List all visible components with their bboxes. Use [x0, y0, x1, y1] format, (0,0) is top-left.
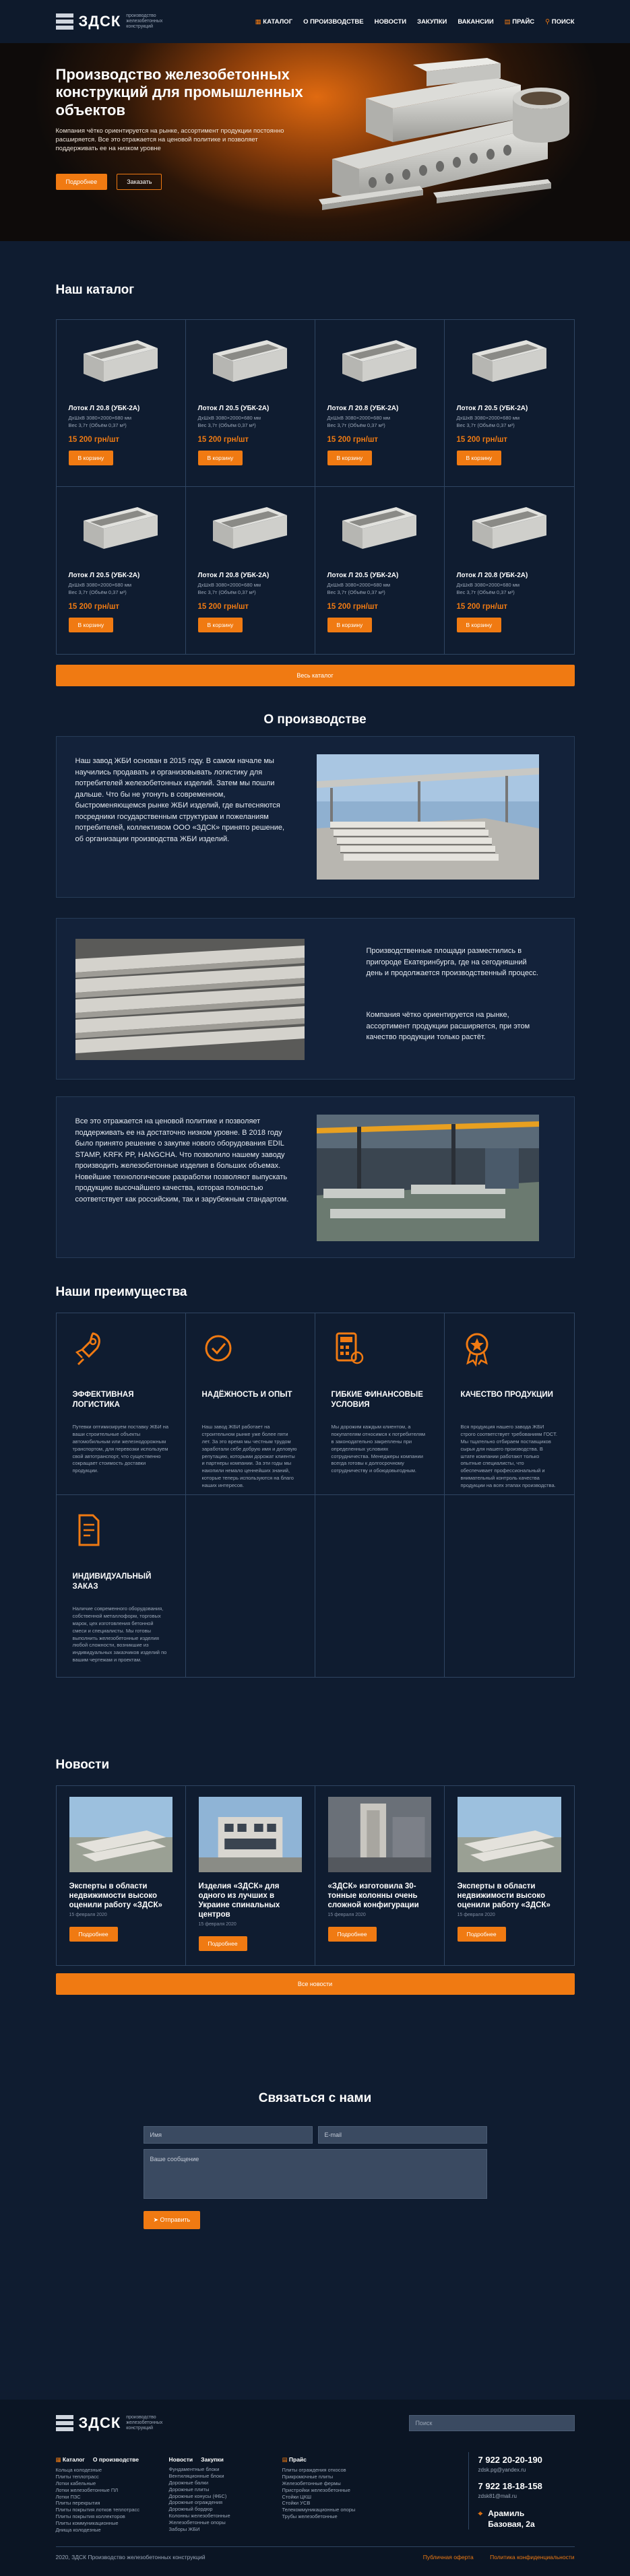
product-price: 15 200 грн/шт: [68, 603, 120, 611]
advantage-title: ЭФФЕКТИВНАЯ ЛОГИСТИКА: [72, 1391, 134, 1409]
catalog-item[interactable]: [445, 487, 574, 654]
catalog-item[interactable]: [186, 320, 315, 487]
advantage-title: ИНДИВИДУАЛЬНЫЙ ЗАКАЗ: [72, 1573, 152, 1591]
logo[interactable]: [56, 13, 181, 30]
logo-subtitle: производство железобетонных конструкций: [126, 13, 163, 30]
advantage-text: Наличие современного оборудования, собственной металлоформ, торговых марок, цех изготовления бетонной смеси и специалисты. Мы готовы выполнить железобетонные изделия любой сложности, возникшие из индивидуальных заказчиков изделий по вашим чертежам и проектам.: [72, 1606, 167, 1663]
advantage-empty-cell: [186, 1495, 315, 1677]
footer-link[interactable]: Лотки кабельные: [55, 2480, 96, 2486]
footer-col-head-label: Новости: [168, 2456, 193, 2463]
contact-section: [0, 2091, 630, 2400]
footer-link[interactable]: Трубы железобетонные: [282, 2513, 338, 2520]
news-image: [69, 1797, 172, 1872]
product-weight: Вес 3,7т (Объём 0,37 м³): [197, 589, 256, 596]
footer-search-input[interactable]: Поиск: [409, 2415, 575, 2431]
news-section: [0, 1758, 630, 2091]
hero-order-button[interactable]: Заказать: [117, 174, 162, 190]
news-title: «ЗДСК» изготовила 30-тонные колонны очень сложной конфигурации: [327, 1882, 419, 1910]
footer-col-head-label: Прайс: [288, 2456, 307, 2463]
footer-contacts: [468, 2452, 576, 2530]
footer-columns: [56, 2456, 375, 2534]
tray-image: [466, 333, 553, 387]
product-price: 15 200 грн/шт: [456, 436, 508, 444]
phone-1[interactable]: 7 922 20-20-190: [478, 2455, 542, 2465]
advantage-text: Мы дорожим каждым клиентом, а покупателям относимся к потребителям в законодательно закреплены при определенных условиях сотрудничества. Менеджеры компании всегда готовы к долгосрочному сотрудничеству и обоюдовыгодным.: [331, 1424, 426, 1474]
footer-link[interactable]: Стойки УСВ: [282, 2500, 311, 2507]
hero-text: Компания чётко ориентируется на рынке, ассортимент продукции постоянно расширяется. Все это отражается на ценовой политике и позволяет поддерживать ее на низком уровне: [55, 127, 284, 152]
footer-link[interactable]: Плиты покрытия коллекторов: [55, 2513, 125, 2520]
about-photo-slabs: [317, 754, 539, 880]
advantage-text: Путевки оптимизируем поставку ЖБИ на ваши строительные объекты автомобильным или железнодорожным транспортом, для перевозки используем свой автотранспорт, что существенно сокращает стоимость доставки продукции.: [72, 1424, 169, 1474]
advantage-title: КАЧЕСТВО ПРОДУКЦИИ: [460, 1391, 553, 1399]
footer-link[interactable]: Плиты ограждения откосов: [282, 2467, 346, 2473]
footer-logo-subtitle: производство железобетонных конструкций: [126, 2414, 163, 2431]
product-dimensions: ДхШхВ 3080×2000×680 мм: [197, 581, 261, 588]
rocket-icon: [73, 1329, 169, 1377]
news-date: 15 февраля 2020: [69, 1913, 107, 1918]
contact-form: [144, 2126, 487, 2229]
nav-search[interactable]: [545, 18, 574, 26]
advantage-card: [315, 1313, 445, 1495]
logo-name: ЗДСК: [78, 13, 121, 30]
email-input[interactable]: E-mail: [318, 2126, 487, 2144]
nav-catalog[interactable]: [255, 18, 292, 26]
advantages-grid: [56, 1313, 575, 1678]
product-dimensions: ДхШхВ 3080×2000×680 мм: [327, 414, 391, 421]
product-weight: Вес 3,7т (Объём 0,37 м³): [327, 422, 385, 429]
footer-link[interactable]: Лотки железобетонные ПЛ: [55, 2486, 119, 2493]
product-price: 15 200 грн/шт: [327, 603, 379, 611]
address-street: Базовая, 2а: [488, 2519, 535, 2529]
nav-price[interactable]: [505, 18, 535, 26]
product-weight: Вес 3,7т (Объём 0,37 м³): [327, 589, 385, 596]
name-input[interactable]: Имя: [144, 2126, 313, 2144]
news-date: 15 февраля 2020: [327, 1913, 366, 1918]
news-more-button[interactable]: Подробнее: [328, 1927, 377, 1942]
footer-link[interactable]: Колонны железобетонные: [168, 2513, 230, 2519]
footer-link[interactable]: Стойки ЦКШ: [282, 2493, 311, 2500]
about-block-3: [56, 1096, 575, 1258]
footer-col-head-label: Каталог: [62, 2456, 85, 2463]
footer-col-head[interactable]: [93, 2456, 139, 2464]
news-image: [328, 1797, 431, 1872]
logo-icon: [56, 2415, 73, 2431]
product-name: Лоток Л 20.5 (УБК-2А): [327, 572, 399, 579]
about-photo-beams: [75, 939, 305, 1060]
advantages-title: Наши преимущества: [55, 1285, 187, 1299]
copyright: 2020, ЗДСК Производство железобетонных конструкций: [55, 2554, 206, 2561]
product-price: 15 200 грн/шт: [68, 436, 120, 444]
email-2[interactable]: zdsk81@mail.ru: [478, 2493, 517, 2499]
footer-link[interactable]: Лотки ПЗС: [55, 2493, 81, 2500]
footer-link[interactable]: Кольца колодезные: [55, 2467, 102, 2473]
document-icon: ▤: [504, 18, 513, 26]
nav-catalog-label: КАТАЛОГ: [263, 18, 293, 26]
news-card[interactable]: [315, 1786, 445, 1965]
catalog-item[interactable]: [57, 487, 186, 654]
catalog-item[interactable]: [186, 487, 315, 654]
nav-price-label: ПРАЙС: [512, 18, 535, 26]
product-weight: Вес 3,7т (Объём 0,37 м³): [68, 589, 127, 596]
catalog-title: Наш каталог: [55, 283, 135, 297]
add-to-cart-button[interactable]: В корзину: [457, 618, 502, 632]
news-title: Эксперты в области недвижимости высоко оценили работу «ЗДСК»: [457, 1882, 550, 1910]
footer-link[interactable]: Телекоммуникационные опоры: [282, 2507, 356, 2513]
advantages-section: [0, 1285, 630, 1758]
catalog-item[interactable]: [57, 320, 186, 487]
send-button-label: Отправить: [160, 2216, 191, 2223]
send-button[interactable]: [144, 2211, 201, 2229]
product-name: Лоток Л 20.8 (УБК-2А): [68, 405, 140, 412]
footer-logo-name: ЗДСК: [78, 2414, 121, 2431]
product-dimensions: ДхШхВ 3080×2000×680 мм: [456, 414, 520, 421]
footer-link[interactable]: Дорожные ограждения: [168, 2499, 223, 2506]
news-date: 15 февраля 2020: [198, 1922, 237, 1927]
add-to-cart-button[interactable]: В корзину: [69, 451, 114, 465]
advantage-card: [445, 1313, 574, 1495]
news-card[interactable]: [186, 1786, 315, 1965]
about-text-3: Все это отражается на ценовой политике и позволяет поддерживать ее на достаточно низком уровне. В 2018 году было принято решение о закупке нового оборудования EDIL STAMP, KRFK PP, HANGCHA. Что позволило нашему заводу производить железобетонные изделия в больших объемах. Новейшие технологические разработки позволяют выпускать продукцию высочайшего качества, которая полностью соответствует как российским, так и зарубежным стандартом.: [75, 1117, 289, 1203]
news-date: 15 февраля 2020: [457, 1913, 495, 1918]
news-card[interactable]: [57, 1786, 186, 1965]
site-footer: [0, 2400, 630, 2576]
news-card[interactable]: [445, 1786, 574, 1965]
advantage-text: Наш завод ЖБИ работает на строительном рынке уже более пяти лет. За это время мы честным трудом заработали себе добрую имя и деловую репутацию, которыми дорожат клиенты и партнеры компании. За эти годы мы накопили немало ценнейших знаний, которые теперь используются на благо наших интересов.: [201, 1424, 297, 1488]
news-title: Эксперты в области недвижимости высоко оценили работу «ЗДСК»: [69, 1882, 162, 1910]
add-to-cart-button[interactable]: В корзину: [327, 618, 373, 632]
advantage-title: ГИБКИЕ ФИНАНСОВЫЕ УСЛОВИЯ: [331, 1391, 423, 1409]
tray-image: [77, 333, 164, 387]
about-title: О производстве: [263, 713, 367, 727]
product-dimensions: ДхШхВ 3080×2000×680 мм: [327, 581, 391, 588]
catalog-item[interactable]: [315, 320, 445, 487]
search-icon: ⚲: [545, 18, 552, 26]
product-name: Лоток Л 20.5 (УБК-2А): [197, 405, 270, 412]
catalog-item[interactable]: [315, 487, 445, 654]
news-more-button[interactable]: Подробнее: [199, 1936, 247, 1951]
news-all-button[interactable]: Все новости: [56, 1973, 575, 1995]
footer-link[interactable]: Днища колодезные: [55, 2527, 101, 2534]
footer-link[interactable]: Плиты перекрытия: [55, 2500, 100, 2507]
footer-link[interactable]: Плиты коммуникационные: [55, 2520, 119, 2527]
footer-link[interactable]: Фундаментные блоки: [168, 2466, 220, 2472]
footer-link[interactable]: Дорожный бордюр: [168, 2506, 213, 2513]
footer-link[interactable]: Пристройки железобетонные: [282, 2486, 350, 2493]
advantage-card: [186, 1313, 315, 1495]
advantage-empty-cell: [445, 1495, 574, 1677]
document-icon: [73, 1511, 169, 1558]
privacy-policy-link[interactable]: Политика конфиденциальности: [490, 2554, 575, 2561]
footer-link[interactable]: Дорожные плиты: [168, 2486, 210, 2492]
product-weight: Вес 3,7т (Объём 0,37 м³): [456, 589, 515, 596]
footer-link[interactable]: Заборы ЖБИ: [168, 2526, 200, 2533]
tray-image: [206, 500, 294, 554]
tray-image: [466, 500, 553, 554]
product-name: Лоток Л 20.5 (УБК-2А): [68, 572, 140, 579]
about-photo-factory: [317, 1115, 539, 1241]
advantage-empty-cell: [315, 1495, 445, 1677]
footer-link[interactable]: Дорожные конусы (ФБС): [168, 2492, 227, 2499]
nav-about[interactable]: О ПРОИЗВОДСТВЕ: [303, 18, 364, 26]
nav-news[interactable]: НОВОСТИ: [374, 18, 407, 26]
nav-vacancies[interactable]: ВАКАНСИИ: [458, 18, 494, 26]
catalog-section: [0, 241, 630, 679]
hero-section: [0, 43, 630, 241]
hero-title: Производство железобетонных конструкций для промышленных объектов: [55, 66, 303, 119]
footer-link[interactable]: Вентиляционные блоки: [168, 2472, 224, 2479]
tray-image: [336, 333, 423, 387]
tray-image: [336, 500, 423, 554]
about-block-2: [56, 918, 575, 1080]
product-name: Лоток Л 20.8 (УБК-2А): [327, 405, 399, 412]
product-dimensions: ДхШхВ 3080×2000×680 мм: [456, 581, 520, 588]
product-price: 15 200 грн/шт: [327, 436, 379, 444]
product-name: Лоток Л 20.8 (УБК-2А): [197, 572, 270, 579]
logo-icon: [56, 13, 73, 30]
send-icon: ➤: [153, 2216, 160, 2223]
address-city: Арамиль: [488, 2509, 525, 2518]
email-1[interactable]: zdsk.pg@yandex.ru: [478, 2467, 526, 2473]
about-text-1: Наш завод ЖБИ основан в 2015 году. В самом начале мы научились продавать и организовывать логистику для потребителей железобетонных изделий. Затем мы пошли дальше. Что бы не утонуть в современном, быстроменяющемся рынке ЖБИ изделий, где вытесняются посредники государственным структурам и пожеланиям потребителей, коллективом ООО «ЗДСК» принято решение, об организации производства ЖБИ изделий.: [75, 757, 285, 843]
news-title: Изделия «ЗДСК» для одного из лучших в Украине спинальных центров: [198, 1882, 280, 1919]
add-to-cart-button[interactable]: В корзину: [69, 618, 114, 632]
about-text-2b: Компания чётко ориентируется на рынке, ассортимент продукции расширяется, при этом качество продукции только растёт.: [366, 1011, 530, 1041]
footer-link[interactable]: Плиты покрытия лотков теплотрасс: [55, 2507, 140, 2513]
news-more-button[interactable]: Подробнее: [458, 1927, 506, 1942]
add-to-cart-button[interactable]: В корзину: [327, 451, 373, 465]
product-weight: Вес 3,7т (Объём 0,37 м³): [456, 422, 515, 429]
product-name: Лоток Л 20.5 (УБК-2А): [456, 405, 528, 412]
add-to-cart-button[interactable]: В корзину: [198, 451, 243, 465]
about-section: [0, 659, 630, 1285]
footer-col-head[interactable]: [282, 2456, 307, 2464]
catalog-grid: [56, 319, 575, 655]
medal-icon: [461, 1329, 558, 1377]
check-badge-icon: [202, 1329, 298, 1377]
product-name: Лоток Л 20.8 (УБК-2А): [456, 572, 528, 579]
footer-logo[interactable]: [56, 2414, 181, 2432]
nav-search-label: ПОИСК: [551, 18, 575, 26]
advantage-title: НАДЁЖНОСТЬ И ОПЫТ: [201, 1391, 292, 1399]
footer-col-head[interactable]: [169, 2456, 193, 2463]
location-pin-icon: ⌖: [478, 2509, 483, 2518]
advantage-text: Вся продукция нашего завода ЖБИ строго соответствует требованиям ГОСТ. Мы тщательно отбираем поставщиков сырья для нашего производства. В штате компании работают только опытные специалисты, что обеспечивает профессиональный и внимательный контроль качества продукции на всех этапах производства.: [460, 1424, 557, 1488]
footer-col-head[interactable]: [56, 2456, 85, 2464]
product-weight: Вес 3,7т (Объём 0,37 м³): [68, 422, 127, 429]
footer-link[interactable]: Прикромочные плиты: [282, 2473, 334, 2480]
catalog-item[interactable]: [445, 320, 574, 487]
footer-col-head-label: О производстве: [92, 2456, 139, 2463]
hero-more-button[interactable]: Подробнее: [56, 174, 108, 190]
product-price: 15 200 грн/шт: [197, 436, 249, 444]
footer-link[interactable]: Железобетонные опоры: [168, 2519, 226, 2526]
product-price: 15 200 грн/шт: [456, 603, 508, 611]
footer-link[interactable]: Железобетонные фермы: [282, 2480, 341, 2486]
about-text-2a: Производственные площади разместились в пригороде Екатеринбурга, где на сегодняшний день и продолжается производственный процесс.: [366, 947, 538, 977]
nav-purchases[interactable]: ЗАКУПКИ: [417, 18, 447, 26]
hero-concrete-image: [319, 58, 575, 226]
news-grid: [56, 1785, 575, 1966]
message-textarea[interactable]: Ваше сообщение: [144, 2149, 487, 2199]
site-header: [0, 0, 630, 43]
tray-image: [206, 333, 294, 387]
add-to-cart-button[interactable]: В корзину: [198, 618, 243, 632]
public-offer-link[interactable]: Публичная оферта: [422, 2554, 474, 2561]
tray-image: [77, 500, 164, 554]
contact-title: Связаться с нами: [258, 2091, 372, 2105]
grid-icon: ▦: [255, 18, 263, 26]
calculator-icon: [332, 1329, 428, 1377]
footer-link[interactable]: Плиты теплотрасс: [55, 2473, 99, 2480]
add-to-cart-button[interactable]: В корзину: [457, 451, 502, 465]
news-image: [199, 1797, 302, 1872]
phone-2[interactable]: 7 922 18-18-158: [478, 2481, 542, 2491]
advantage-card: [57, 1313, 186, 1495]
product-dimensions: ДхШхВ 3080×2000×680 мм: [68, 581, 132, 588]
grid-icon: ▦: [55, 2456, 63, 2463]
news-image: [458, 1797, 561, 1872]
product-weight: Вес 3,7т (Объём 0,37 м³): [197, 422, 256, 429]
about-block-1: [56, 736, 575, 898]
news-more-button[interactable]: Подробнее: [69, 1927, 118, 1942]
advantage-card: [57, 1495, 186, 1677]
product-price: 15 200 грн/шт: [197, 603, 249, 611]
main-nav: [255, 18, 575, 26]
document-icon: ▤: [282, 2456, 289, 2463]
product-dimensions: ДхШхВ 3080×2000×680 мм: [197, 414, 261, 421]
product-dimensions: ДхШхВ 3080×2000×680 мм: [68, 414, 132, 421]
footer-col-head[interactable]: [201, 2456, 224, 2463]
footer-link[interactable]: Дорожные балки: [168, 2479, 209, 2486]
news-title: Новости: [55, 1758, 110, 1772]
catalog-all-button[interactable]: Весь каталог: [56, 665, 575, 686]
footer-col-head-label: Закупки: [201, 2456, 224, 2463]
